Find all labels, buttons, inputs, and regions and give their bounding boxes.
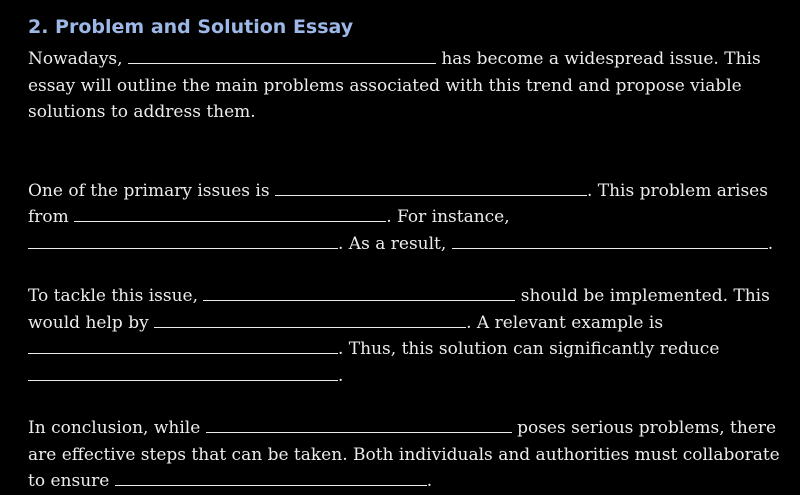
blank-solution[interactable] — [203, 284, 515, 301]
blank-primary-issue[interactable] — [275, 179, 587, 196]
blank-relevant-example[interactable] — [28, 337, 338, 354]
solution-paragraph — [28, 283, 780, 389]
page-title: 2. Problem and Solution Essay — [28, 16, 354, 38]
conclusion-text-1: In conclusion, while — [28, 418, 206, 438]
blank-example[interactable] — [28, 232, 338, 249]
solution-text-2: should be implemented. This would help by — [28, 286, 770, 333]
conclusion-text-2: poses serious problems, there are effective steps that can be taken. Both individuals and authorities must collaborate to ensure — [28, 418, 780, 491]
spacer — [28, 257, 780, 283]
blank-result[interactable] — [452, 232, 768, 249]
blank-reduce[interactable] — [28, 364, 338, 381]
blank-problem[interactable] — [206, 416, 512, 433]
problem-paragraph — [28, 178, 780, 258]
blank-benefit[interactable] — [154, 311, 466, 328]
problem-text-1: One of the primary issues is — [28, 180, 275, 201]
intro-text-1: Nowadays, — [28, 49, 128, 69]
solution-text-4: . Thus, this solution can significantly reduce — [338, 339, 720, 359]
spacer — [28, 389, 780, 415]
solution-text-3: . A relevant example is — [466, 312, 664, 333]
conclusion-text-3: . — [426, 471, 433, 491]
problem-text-2: . This problem arises from — [28, 180, 768, 227]
blank-ensure[interactable] — [115, 469, 427, 486]
problem-text-4: . As a result, — [338, 233, 452, 254]
essay-worksheet — [28, 14, 780, 495]
blank-cause[interactable] — [74, 205, 386, 222]
spacer — [28, 126, 780, 178]
intro-text-2: has become a widespread issue. This essay will outline the main problems associated with this trend and propose viable solutions to address them. — [28, 49, 761, 122]
problem-text-3: . For instance, — [386, 207, 510, 227]
solution-text-5: . — [338, 365, 344, 386]
problem-text-5: . — [767, 233, 774, 254]
intro-paragraph — [28, 46, 780, 126]
conclusion-paragraph — [28, 415, 780, 495]
blank-topic[interactable] — [128, 47, 436, 64]
solution-text-1: To tackle this issue, — [28, 286, 204, 306]
